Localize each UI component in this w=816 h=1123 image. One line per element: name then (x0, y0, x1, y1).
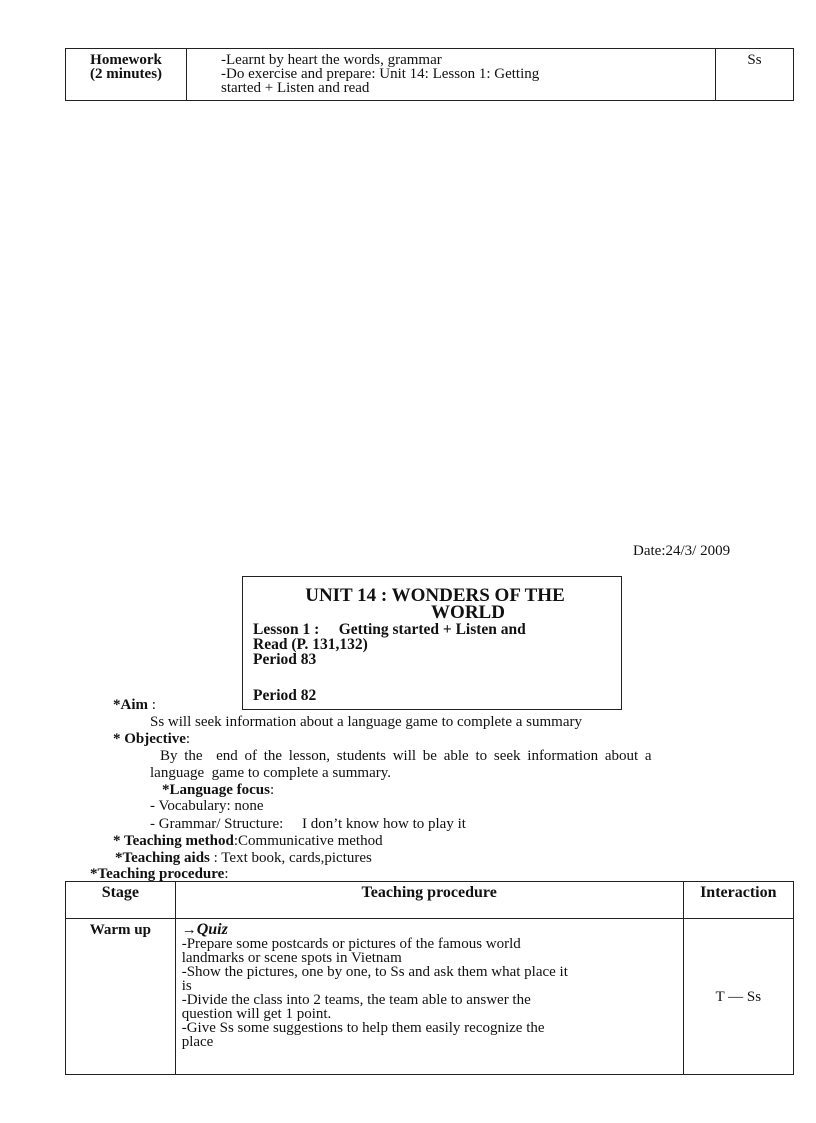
vocabulary-line: - Vocabulary: none (150, 798, 264, 814)
homework-stage-line1: Homework (90, 52, 162, 68)
teaching-aids (115, 850, 372, 866)
header-interaction: Interaction (683, 882, 793, 919)
procedure-line: -Show the pictures, one by one, to Ss and ask them what place it (181, 964, 568, 980)
period-83: Period 83 (253, 651, 317, 668)
aim-heading (113, 697, 156, 713)
teaching-aids-text: : Text book, cards,pictures (209, 850, 372, 866)
procedure-line: -Prepare some postcards or pictures of the famous world (181, 936, 521, 952)
teaching-aids-label: *Teaching aids (115, 850, 210, 866)
language-focus-colon: : (269, 782, 275, 798)
language-focus-heading (162, 782, 274, 798)
grammar-line: - Grammar/ Structure: I don’t know how to play it (150, 816, 466, 832)
period-82: Period 82 (253, 687, 317, 704)
unit-title-line1: UNIT 14 : WONDERS OF THE (305, 585, 565, 606)
arrow-right-icon: → (181, 922, 197, 938)
objective-heading (113, 731, 190, 747)
homework-line: started + Listen and read (221, 80, 370, 96)
unit-title (243, 587, 621, 621)
teaching-procedure-heading (90, 866, 229, 882)
homework-line: -Learnt by heart the words, grammar (221, 52, 442, 68)
procedure-line: place (181, 1034, 214, 1050)
homework-interaction-cell: Ss (716, 49, 794, 101)
aim-label: *Aim (113, 697, 148, 713)
unit-title-line2: WORLD (431, 602, 505, 623)
teaching-procedure-label: *Teaching procedure (90, 866, 225, 882)
lesson-title-box (242, 576, 622, 710)
table-row (66, 49, 794, 101)
homework-stage-line2: (2 minutes) (89, 66, 163, 82)
procedure-line: landmarks or scene spots in Vietnam (181, 950, 402, 966)
language-focus-label: *Language focus (162, 782, 270, 798)
lesson-heading (253, 622, 526, 667)
table-header-row (66, 882, 794, 919)
teaching-procedure-colon: : (224, 866, 229, 882)
procedure-line: -Divide the class into 2 teams, the team able to answer the (181, 992, 531, 1008)
homework-content-cell (187, 49, 716, 101)
lesson-line1: Lesson 1 : Getting started + Listen and (253, 621, 526, 638)
quiz-label: Quiz (196, 921, 228, 938)
teaching-method-text: :Communicative method (233, 833, 383, 849)
procedure-line: question will get 1 point. (181, 1006, 332, 1022)
objective-label: * Objective (113, 731, 186, 747)
teaching-method (113, 833, 383, 849)
aim-text: Ss will seek information about a language game to complete a summary (150, 714, 582, 730)
aim-colon: : (148, 697, 156, 713)
objective-text-line1: By the end of the lesson, students will be able to seek information about a (160, 748, 652, 764)
header-stage: Stage (66, 882, 176, 919)
procedure-line: -Give Ss some suggestions to help them easily recognize the (181, 1020, 545, 1036)
teaching-method-label: * Teaching method (113, 833, 234, 849)
homework-stage-cell (66, 49, 187, 101)
objective-colon: : (185, 731, 191, 747)
procedure-cell (175, 919, 683, 1075)
stage-cell: Warm up (66, 919, 176, 1075)
objective-text-line2: language game to complete a summary. (150, 765, 392, 781)
homework-table (65, 48, 794, 101)
quiz-heading (182, 923, 679, 937)
homework-line: -Do exercise and prepare: Unit 14: Lesson 1: Getting (221, 66, 540, 82)
procedure-table (65, 881, 794, 1075)
lesson-date: Date:24/3/ 2009 (633, 543, 731, 559)
procedure-line: is (181, 978, 192, 994)
interaction-cell: T — Ss (683, 919, 793, 1075)
lesson-line2: Read (P. 131,132) (253, 636, 368, 653)
table-row (66, 919, 794, 1075)
header-teaching-procedure: Teaching procedure (175, 882, 683, 919)
